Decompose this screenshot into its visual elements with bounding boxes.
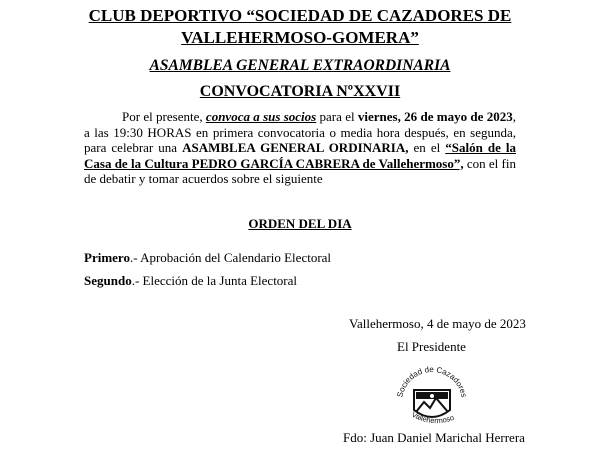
agenda-item [84,273,297,289]
agenda-item-label: Segundo [84,273,132,288]
svg-text:Vallehermoso: Vallehermoso [410,409,456,426]
agenda-item-label: Primero [84,250,130,265]
signature-line: Fdo: Juan Daniel Marichal Herrera [343,430,525,445]
president-role: El Presidente [397,339,466,354]
orden-del-dia-title: ORDEN DEL DIA [248,216,352,231]
convocatoria-title: CONVOCATORIA NºXXVII [199,83,401,100]
agenda-item-text: .- Aprobación del Calendario Electoral [129,250,332,265]
body-assembly-type: ASAMBLEA GENERAL ORDINARIA, [182,140,409,155]
club-name-line-2: VALLEHERMOSO-GOMERA” [181,28,419,47]
club-seal-stamp [394,362,470,430]
body-paragraph [84,109,516,187]
body-date: viernes, 26 de mayo de 2023 [357,109,513,124]
svg-text:Sociedad de Cazadores: Sociedad de Cazadores [395,364,469,399]
body-text-5: , a las 19:30 HORAS en primera convocatoria o media hora después, en segunda, para celebrar una [84,109,516,155]
body-text-1: Por el presente, [122,109,206,124]
assembly-title: ASAMBLEA GENERAL EXTRAORDINARIA [149,57,451,74]
body-text-9: con el fin de debatir y tomar acuerdos sobre el siguiente [84,155,516,186]
place-date: Vallehermoso, 4 de mayo de 2023 [349,316,526,331]
body-text-7: en el [408,140,446,155]
body-text-3: para el [316,109,358,124]
club-name-line-1: CLUB DEPORTIVO “SOCIEDAD DE CAZADORES DE [88,6,512,25]
agenda-item [84,250,331,266]
body-venue: “Salón de la Casa de la Cultura PEDRO GARCÍA CABRERA de Vallehermoso”, [84,140,516,171]
agenda-item-text: .- Elección de la Junta Electoral [131,273,298,288]
body-convoca: convoca a sus socios [205,109,317,124]
